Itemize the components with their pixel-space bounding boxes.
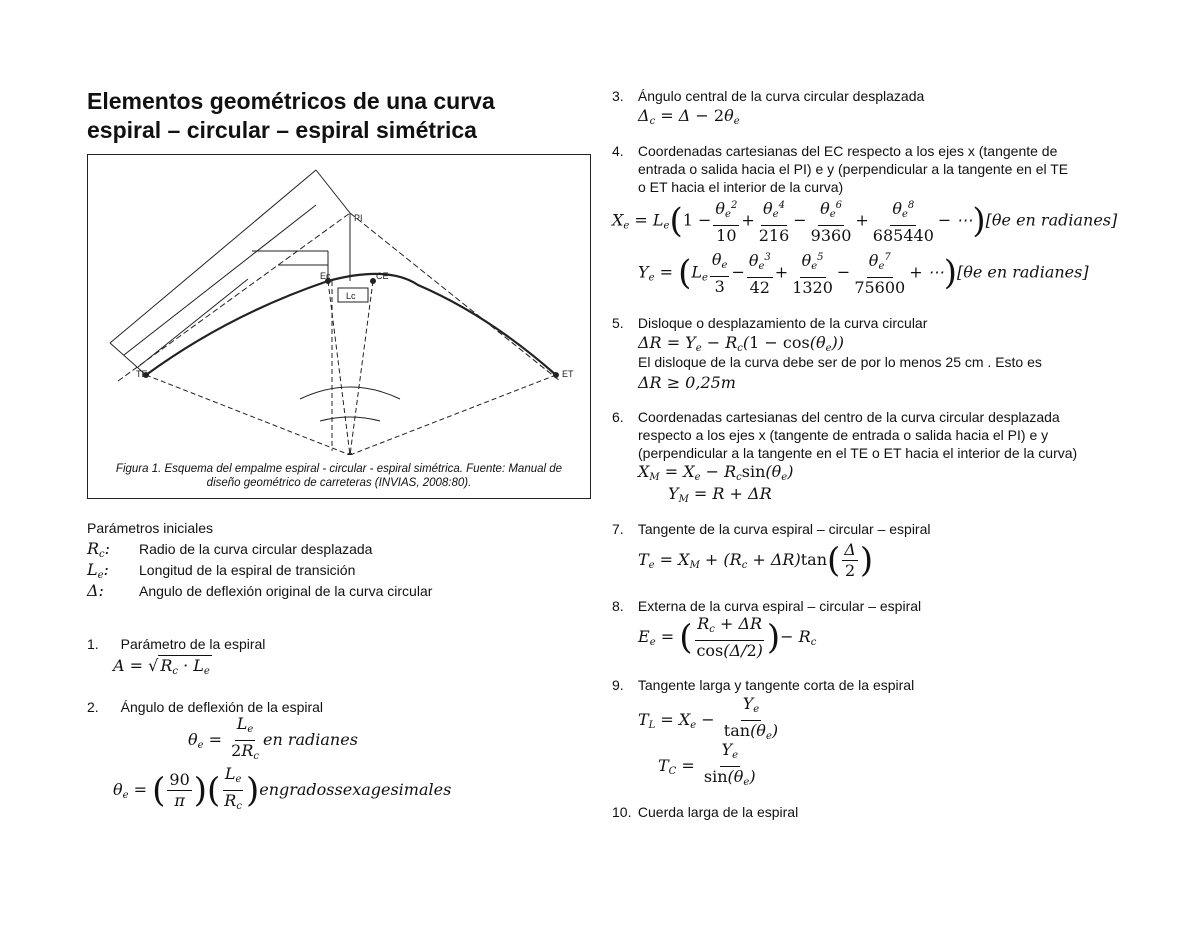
angle-arc (300, 387, 400, 399)
curve-diagram (88, 155, 590, 455)
lc-label: Lc (346, 291, 356, 301)
ec-label: Ec (320, 271, 331, 281)
ce-point (371, 279, 376, 284)
item-9: 9. Tangente larga y tangente corta de la espiral (612, 677, 915, 693)
formula-1: A = √ $R_c \cdot L_e$ (113, 656, 210, 677)
radius-line-right (350, 281, 373, 455)
param-rc: $R_c$: Radio de la curva circular desplazada (87, 539, 373, 560)
spiral-circular-curve (146, 274, 556, 375)
pi-label: PI (354, 213, 363, 223)
radius-line-te (146, 375, 350, 455)
formula-9a: $T_L = X_e$ − $\frac{Y_e}{\tan(\theta_e)}$ (638, 694, 779, 742)
figure-frame (87, 154, 591, 499)
dim-tick-2 (316, 170, 350, 213)
param-le: $L_e$: Longitud de la espiral de transición (87, 560, 356, 581)
formula-7: $T_e = X_M + (R_c + \Delta R)\tan$( $\frac{\Delta}{2}$ ) (638, 540, 874, 581)
formula-2a: $\theta_e$ = $\frac{L_e}{2R_c}$ en radianes (188, 714, 358, 762)
formula-4x: $X_e = L_e(1$ − $\frac{\theta_e^2}{10}$ + $\frac{\theta_e^4}{216}$ − $\frac{\theta_e^6}{9360}$ + $\frac{\theta_e^8}{685440}$ − ⋯)[θe en radianes] (612, 196, 1117, 246)
formula-2b: $\theta_e$ = ( $\frac{90}{\pi}$ )( $\frac{L_e}{R_c}$ )engradossexagesimales (113, 764, 452, 812)
exit-tangent (350, 213, 560, 381)
formula-5: $\Delta R = Y_e - R_c(1 - \cos(\theta_e))$ (638, 333, 844, 354)
radius-line-et (350, 375, 556, 455)
formula-5-cond: ΔR ≥ 0,25m (638, 373, 736, 392)
formula-3: $\Delta_c = \Delta - 2\theta_e$ (638, 106, 740, 127)
radius-line-left (328, 281, 350, 455)
item-1: 1. Parámetro de la espiral (87, 636, 266, 652)
formula-6y: $Y_M = R + \Delta R$ (668, 484, 772, 505)
figure-caption: Figura 1. Esquema del empalme espiral - circular - espiral simétrica. Fuente: Manual de diseño geométrico de carreteras (INVIAS, 2008:80). (115, 463, 563, 489)
ce-label: CE (376, 271, 389, 281)
item-8: 8. Externa de la curva espiral – circular – espiral (612, 598, 922, 614)
angle-arc-inner (320, 417, 380, 421)
et-point (554, 373, 559, 378)
item-7: 7. Tangente de la curva espiral – circular – espiral (612, 521, 931, 537)
center-point (348, 453, 352, 455)
param-delta: Δ: Angulo de deflexión original de la curva circular (87, 581, 433, 600)
item-5-note: El disloque de la curva debe ser de por lo menos 25 cm . Esto es (638, 354, 1042, 370)
item-6: 6. Coordenadas cartesianas del centro de la curva circular desplazada respecto a los ejes x (tangente de entrada o salida hacia el PI) e y (perpendicular a la tangente en el TE o ET hacia el interior de la curva) (612, 409, 1078, 461)
item-2: 2. Ángulo de deflexión de la espiral (87, 699, 324, 715)
item-10: 10. Cuerda larga de la espiral (612, 804, 799, 820)
formula-9b: $T_C$ = $\frac{Y_e}{\sin(\theta_e)}$ (658, 740, 756, 788)
formula-6x: $X_M = X_e - R_c\sin(\theta_e)$ (638, 462, 794, 483)
item-5: 5. Disloque o desplazamiento de la curva circular (612, 315, 928, 331)
et-label: ET (562, 369, 574, 379)
item-4: 4. Coordenadas cartesianas del EC respecto a los ejes x (tangente de entrada o salida hacia el PI) e y (perpendicular a la tangente en el TE o ET hacia el interior de la curva) (612, 143, 1069, 195)
formula-4y: $Y_e = (L_e$ $\frac{\theta_e}{3}$ − $\frac{\theta_e^3}{42}$ + $\frac{\theta_e^5}{1320}$ − $\frac{\theta_e^7}{75600}$ + ⋯)[θe en radianes] (638, 249, 1089, 297)
item-3: 3. Ángulo central de la curva circular desplazada (612, 88, 925, 104)
dim-xe (124, 205, 316, 355)
params-heading: Parámetros iniciales (87, 520, 214, 536)
formula-8: $E_e$ = ( $\frac{R_c + \Delta R}{\cos(\Delta/2)}$ )− $R_c$ (638, 614, 817, 660)
page-title: Elementos geométricos de una curva espiral – circular – espiral simétrica (87, 88, 495, 143)
te-label: TE (136, 369, 148, 379)
dim-te (110, 170, 316, 343)
